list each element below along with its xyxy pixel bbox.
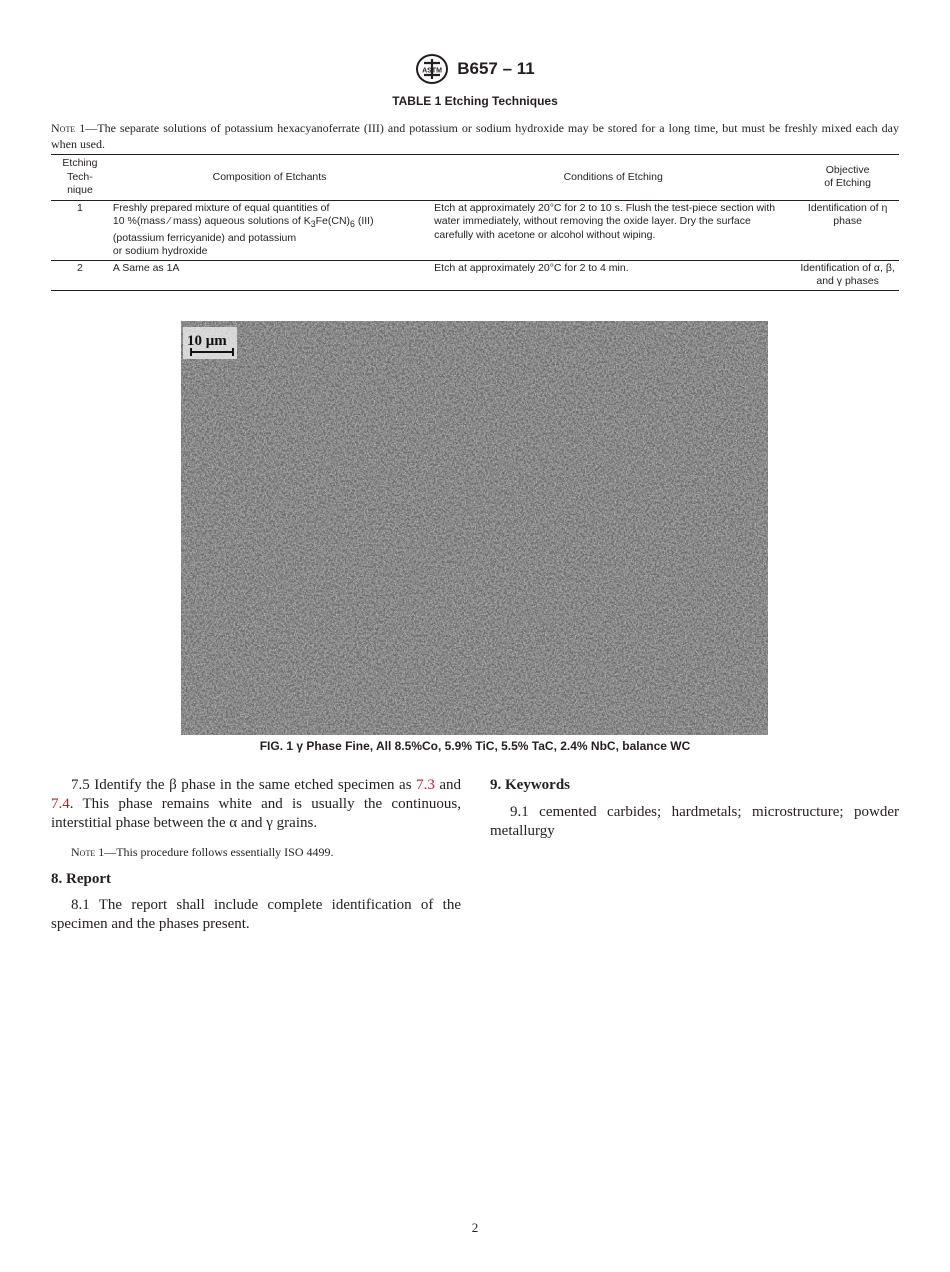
reference-link-7-4[interactable]: 7.4 xyxy=(51,796,70,812)
cell-composition: A Same as 1A xyxy=(112,261,180,274)
section-heading-report: 8. Report xyxy=(51,871,111,887)
header-conditions: Conditions of Etching xyxy=(563,170,663,183)
paragraph-8-1: 8.1 The report shall include complete identification of the specimen and the phases present. xyxy=(51,897,461,932)
header-technique: Etching Tech- nique xyxy=(62,157,98,196)
logo-text: ASTM xyxy=(422,67,443,75)
cell-composition: Freshly prepared mixture of equal quantities of 10 %(mass ⁄ mass) aqueous solutions of $K_3Fe(CN)_6$ (III) (potassium ferricyanide) and potassium or sodium hydroxide xyxy=(109,200,430,260)
table-row xyxy=(51,200,899,260)
micrograph-highlights xyxy=(181,321,768,735)
table-row xyxy=(51,260,899,290)
table-title: TABLE 1 Etching Techniques xyxy=(392,94,558,108)
section-heading-keywords: 9. Keywords xyxy=(490,777,570,793)
paragraph-9-1: 9.1 cemented carbides; hardmetals; microstructure; powder metallurgy xyxy=(490,804,899,839)
cell-objective: Identification of η phase xyxy=(807,201,888,227)
document-header xyxy=(0,52,950,86)
composition-formula-line: 10 %(mass ⁄ mass) aqueous solutions of $K_3Fe(CN)_6$ (III) xyxy=(112,215,374,230)
cell-technique: 2 xyxy=(77,261,83,274)
header-composition: Composition of Etchants xyxy=(212,170,327,183)
scale-bar-label: 10 μm xyxy=(187,333,227,349)
micrograph-image xyxy=(181,321,768,735)
table-note-label: Note 1 xyxy=(51,121,86,135)
page-number: 2 xyxy=(471,1220,479,1235)
cell-objective: Identification of α, β, and γ phases xyxy=(800,261,895,288)
note-text: —This procedure follows essentially ISO 4499. xyxy=(104,845,334,859)
table-note xyxy=(51,120,899,152)
etching-table xyxy=(51,154,899,291)
table-note-text: —The separate solutions of potassium hexacyanoferrate (III) and potassium or sodium hydroxide may be stored for a long time, but must be freshly mixed each day when used. xyxy=(51,121,899,151)
reference-link-7-3[interactable]: 7.3 xyxy=(416,777,435,793)
paragraph-7-5: 7.5 Identify the β phase in the same etched specimen as 7.3 and 7.4. This phase remains white and is usually the continuous, interstitial phase between the α and γ grains. xyxy=(51,777,461,831)
cell-technique: 1 xyxy=(77,201,83,214)
document-designation: B657 – 11 xyxy=(457,59,535,78)
astm-logo-icon xyxy=(415,53,449,85)
note-label: Note 1 xyxy=(71,845,105,859)
header-objective: Objective of Etching xyxy=(824,163,871,190)
cell-conditions: Etch at approximately 20°C for 2 to 4 min. xyxy=(434,261,629,274)
cell-conditions: Etch at approximately 20°C for 2 to 10 s. Flush the test-piece section with water immediately, without removing the oxide layer. Dry the surface carefully with acetone or alcohol without wiping. xyxy=(434,201,776,241)
table-header-row xyxy=(51,155,899,201)
note-7 xyxy=(71,844,461,860)
figure-caption: FIG. 1 γ Phase Fine, All 8.5%Co, 5.9% TiC, 5.5% TaC, 2.4% NbC, balance WC xyxy=(259,739,691,753)
